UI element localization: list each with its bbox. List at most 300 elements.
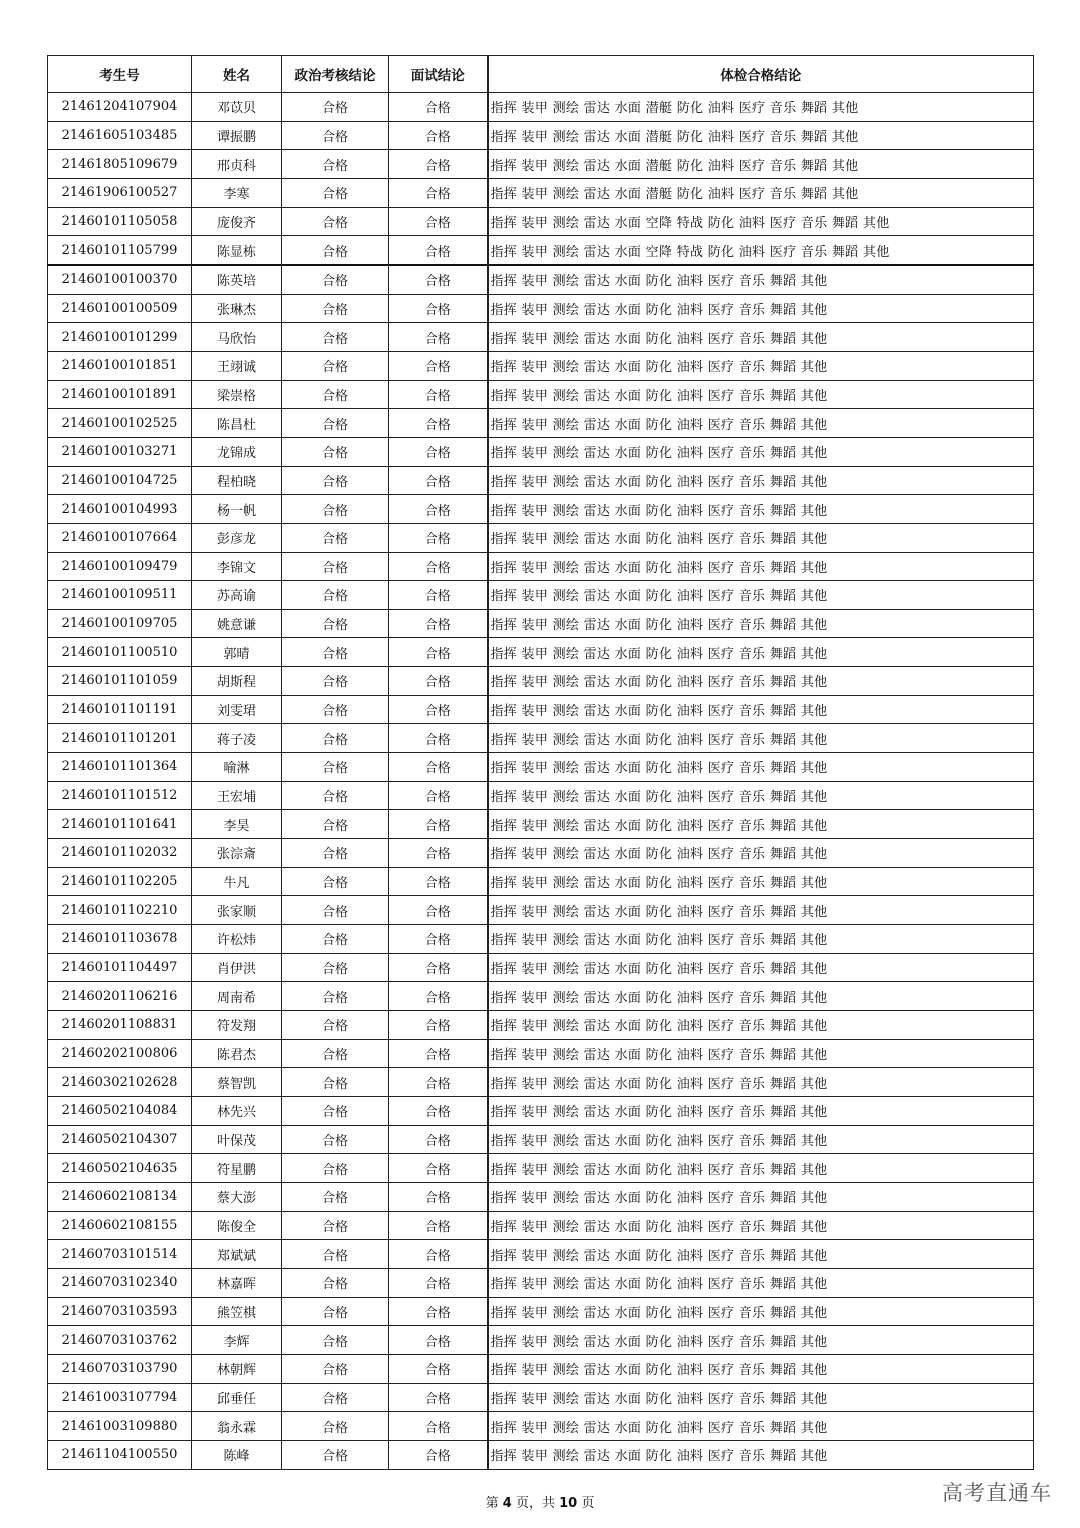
cell-political-review: 合格	[282, 121, 389, 150]
cell-interview: 合格	[389, 695, 488, 724]
header-physical-exam: 体检合格结论	[488, 56, 1034, 93]
cell-physical-exam: 指挥 装甲 测绘 雷达 水面 潜艇 防化 油料 医疗 音乐 舞蹈 其他	[488, 121, 1034, 150]
cell-interview: 合格	[389, 638, 488, 667]
cell-exam-number: 21460502104635	[48, 1154, 192, 1183]
cell-political-review: 合格	[282, 667, 389, 696]
cell-interview: 合格	[389, 437, 488, 466]
cell-political-review: 合格	[282, 753, 389, 782]
cell-political-review: 合格	[282, 1240, 389, 1269]
cell-physical-exam: 指挥 装甲 测绘 雷达 水面 防化 油料 医疗 音乐 舞蹈 其他	[488, 1096, 1034, 1125]
cell-exam-number: 21460101101059	[48, 667, 192, 696]
cell-physical-exam: 指挥 装甲 测绘 雷达 水面 防化 油料 医疗 音乐 舞蹈 其他	[488, 1326, 1034, 1355]
cell-physical-exam: 指挥 装甲 测绘 雷达 水面 防化 油料 医疗 音乐 舞蹈 其他	[488, 1068, 1034, 1097]
table-row	[48, 1211, 1034, 1240]
cell-physical-exam: 指挥 装甲 测绘 雷达 水面 防化 油料 医疗 音乐 舞蹈 其他	[488, 1182, 1034, 1211]
cell-exam-number: 21460101104497	[48, 953, 192, 982]
table-row	[48, 1440, 1034, 1469]
cell-physical-exam: 指挥 装甲 测绘 雷达 水面 防化 油料 医疗 音乐 舞蹈 其他	[488, 695, 1034, 724]
cell-political-review: 合格	[282, 437, 389, 466]
cell-political-review: 合格	[282, 178, 389, 207]
cell-name: 蔡智凯	[192, 1068, 282, 1097]
table-row	[48, 409, 1034, 438]
cell-name: 邱垂任	[192, 1383, 282, 1412]
cell-physical-exam: 指挥 装甲 测绘 雷达 水面 潜艇 防化 油料 医疗 音乐 舞蹈 其他	[488, 150, 1034, 179]
header-political-review: 政治考核结论	[282, 56, 389, 93]
cell-name: 蒋子凌	[192, 724, 282, 753]
cell-interview: 合格	[389, 294, 488, 323]
table-row	[48, 839, 1034, 868]
cell-physical-exam: 指挥 装甲 测绘 雷达 水面 防化 油料 医疗 音乐 舞蹈 其他	[488, 925, 1034, 954]
cell-exam-number: 21460100101891	[48, 380, 192, 409]
cell-physical-exam: 指挥 装甲 测绘 雷达 水面 防化 油料 医疗 音乐 舞蹈 其他	[488, 294, 1034, 323]
cell-exam-number: 21460101102210	[48, 896, 192, 925]
cell-interview: 合格	[389, 1039, 488, 1068]
cell-political-review: 合格	[282, 925, 389, 954]
header-exam-number: 考生号	[48, 56, 192, 93]
cell-name: 蔡大澎	[192, 1182, 282, 1211]
table-row	[48, 178, 1034, 207]
table-row	[48, 1383, 1034, 1412]
cell-exam-number: 21461204107904	[48, 93, 192, 122]
table-row	[48, 1240, 1034, 1269]
cell-name: 张家顺	[192, 896, 282, 925]
table-header-row	[48, 56, 1034, 93]
table-row	[48, 781, 1034, 810]
table-row	[48, 1268, 1034, 1297]
cell-name: 陈英培	[192, 265, 282, 294]
cell-interview: 合格	[389, 265, 488, 294]
cell-political-review: 合格	[282, 724, 389, 753]
cell-exam-number: 21460100109705	[48, 609, 192, 638]
cell-exam-number: 21460101101201	[48, 724, 192, 753]
cell-physical-exam: 指挥 装甲 测绘 雷达 水面 防化 油料 医疗 音乐 舞蹈 其他	[488, 1383, 1034, 1412]
table-row	[48, 1326, 1034, 1355]
cell-name: 马欣怡	[192, 323, 282, 352]
cell-name: 谭振鹏	[192, 121, 282, 150]
cell-name: 陈俊全	[192, 1211, 282, 1240]
table-row	[48, 1182, 1034, 1211]
watermark-text: 高考直通车	[942, 1481, 1052, 1505]
table-row	[48, 523, 1034, 552]
cell-political-review: 合格	[282, 495, 389, 524]
cell-name: 杨一帆	[192, 495, 282, 524]
cell-interview: 合格	[389, 1011, 488, 1040]
cell-interview: 合格	[389, 753, 488, 782]
cell-exam-number: 21461003107794	[48, 1383, 192, 1412]
cell-interview: 合格	[389, 1211, 488, 1240]
cell-interview: 合格	[389, 323, 488, 352]
cell-exam-number: 21461104100550	[48, 1440, 192, 1469]
table-row	[48, 150, 1034, 179]
cell-exam-number: 21460100107664	[48, 523, 192, 552]
cell-exam-number: 21460201106216	[48, 982, 192, 1011]
table-row	[48, 1068, 1034, 1097]
cell-physical-exam: 指挥 装甲 测绘 雷达 水面 防化 油料 医疗 音乐 舞蹈 其他	[488, 1011, 1034, 1040]
table-row	[48, 695, 1034, 724]
cell-name: 刘雯珺	[192, 695, 282, 724]
cell-political-review: 合格	[282, 581, 389, 610]
cell-interview: 合格	[389, 552, 488, 581]
cell-exam-number: 21460502104084	[48, 1096, 192, 1125]
cell-physical-exam: 指挥 装甲 测绘 雷达 水面 防化 油料 医疗 音乐 舞蹈 其他	[488, 351, 1034, 380]
cell-physical-exam: 指挥 装甲 测绘 雷达 水面 防化 油料 医疗 音乐 舞蹈 其他	[488, 609, 1034, 638]
cell-interview: 合格	[389, 609, 488, 638]
footer-prefix: 第	[485, 1496, 503, 1511]
cell-physical-exam: 指挥 装甲 测绘 雷达 水面 防化 油料 医疗 音乐 舞蹈 其他	[488, 1154, 1034, 1183]
table-row	[48, 810, 1034, 839]
cell-physical-exam: 指挥 装甲 测绘 雷达 水面 防化 油料 医疗 音乐 舞蹈 其他	[488, 667, 1034, 696]
table-row	[48, 294, 1034, 323]
table-row	[48, 753, 1034, 782]
cell-name: 李辉	[192, 1326, 282, 1355]
cell-interview: 合格	[389, 724, 488, 753]
table-row	[48, 1039, 1034, 1068]
table-row	[48, 1154, 1034, 1183]
table-row	[48, 1412, 1034, 1441]
cell-interview: 合格	[389, 409, 488, 438]
cell-political-review: 合格	[282, 1011, 389, 1040]
cell-exam-number: 21460602108134	[48, 1182, 192, 1211]
cell-name: 姚意谦	[192, 609, 282, 638]
cell-exam-number: 21460602108155	[48, 1211, 192, 1240]
cell-physical-exam: 指挥 装甲 测绘 雷达 水面 防化 油料 医疗 音乐 舞蹈 其他	[488, 1412, 1034, 1441]
cell-interview: 合格	[389, 495, 488, 524]
table-row	[48, 1125, 1034, 1154]
cell-physical-exam: 指挥 装甲 测绘 雷达 水面 防化 油料 医疗 音乐 舞蹈 其他	[488, 1297, 1034, 1326]
cell-interview: 合格	[389, 1354, 488, 1383]
cell-exam-number: 21460101100510	[48, 638, 192, 667]
cell-interview: 合格	[389, 667, 488, 696]
table-row	[48, 265, 1034, 294]
cell-exam-number: 21460100101299	[48, 323, 192, 352]
cell-political-review: 合格	[282, 93, 389, 122]
cell-political-review: 合格	[282, 1383, 389, 1412]
cell-name: 郑斌斌	[192, 1240, 282, 1269]
cell-political-review: 合格	[282, 1154, 389, 1183]
cell-physical-exam: 指挥 装甲 测绘 雷达 水面 防化 油料 医疗 音乐 舞蹈 其他	[488, 1354, 1034, 1383]
cell-physical-exam: 指挥 装甲 测绘 雷达 水面 防化 油料 医疗 音乐 舞蹈 其他	[488, 1440, 1034, 1469]
cell-political-review: 合格	[282, 1412, 389, 1441]
cell-exam-number: 21460703103790	[48, 1354, 192, 1383]
cell-name: 王翊诚	[192, 351, 282, 380]
cell-physical-exam: 指挥 装甲 测绘 雷达 水面 潜艇 防化 油料 医疗 音乐 舞蹈 其他	[488, 93, 1034, 122]
cell-political-review: 合格	[282, 409, 389, 438]
cell-exam-number: 21460302102628	[48, 1068, 192, 1097]
cell-exam-number: 21460101101191	[48, 695, 192, 724]
cell-exam-number: 21461906100527	[48, 178, 192, 207]
cell-interview: 合格	[389, 380, 488, 409]
cell-physical-exam: 指挥 装甲 测绘 雷达 水面 防化 油料 医疗 音乐 舞蹈 其他	[488, 265, 1034, 294]
cell-interview: 合格	[389, 1440, 488, 1469]
cell-exam-number: 21460100104725	[48, 466, 192, 495]
cell-exam-number: 21461805109679	[48, 150, 192, 179]
cell-exam-number: 21460101101512	[48, 781, 192, 810]
cell-name: 李昊	[192, 810, 282, 839]
cell-physical-exam: 指挥 装甲 测绘 雷达 水面 防化 油料 医疗 音乐 舞蹈 其他	[488, 867, 1034, 896]
table-row	[48, 953, 1034, 982]
cell-political-review: 合格	[282, 1326, 389, 1355]
cell-political-review: 合格	[282, 1268, 389, 1297]
header-name: 姓名	[192, 56, 282, 93]
cell-name: 庞俊齐	[192, 207, 282, 236]
footer-total-pages: 10	[559, 1496, 578, 1511]
cell-name: 王宏埔	[192, 781, 282, 810]
cell-physical-exam: 指挥 装甲 测绘 雷达 水面 防化 油料 医疗 音乐 舞蹈 其他	[488, 753, 1034, 782]
table-row	[48, 351, 1034, 380]
cell-interview: 合格	[389, 1182, 488, 1211]
cell-political-review: 合格	[282, 638, 389, 667]
cell-political-review: 合格	[282, 1096, 389, 1125]
cell-interview: 合格	[389, 207, 488, 236]
cell-interview: 合格	[389, 839, 488, 868]
cell-physical-exam: 指挥 装甲 测绘 雷达 水面 防化 油料 医疗 音乐 舞蹈 其他	[488, 1039, 1034, 1068]
cell-exam-number: 21460100102525	[48, 409, 192, 438]
table-row	[48, 925, 1034, 954]
cell-political-review: 合格	[282, 1039, 389, 1068]
table-row	[48, 236, 1034, 265]
cell-name: 林嘉晖	[192, 1268, 282, 1297]
cell-political-review: 合格	[282, 323, 389, 352]
cell-name: 邓苡贝	[192, 93, 282, 122]
cell-interview: 合格	[389, 1297, 488, 1326]
cell-name: 龙锦成	[192, 437, 282, 466]
cell-exam-number: 21461605103485	[48, 121, 192, 150]
cell-interview: 合格	[389, 178, 488, 207]
cell-political-review: 合格	[282, 207, 389, 236]
cell-physical-exam: 指挥 装甲 测绘 雷达 水面 防化 油料 医疗 音乐 舞蹈 其他	[488, 1125, 1034, 1154]
results-table	[47, 55, 1034, 1470]
cell-interview: 合格	[389, 867, 488, 896]
cell-name: 陈显栋	[192, 236, 282, 265]
cell-name: 苏高谕	[192, 581, 282, 610]
cell-exam-number: 21460101101641	[48, 810, 192, 839]
cell-exam-number: 21460100100509	[48, 294, 192, 323]
cell-name: 熊笠棋	[192, 1297, 282, 1326]
table-row	[48, 1011, 1034, 1040]
header-interview: 面试结论	[389, 56, 488, 93]
cell-exam-number: 21460703103762	[48, 1326, 192, 1355]
cell-physical-exam: 指挥 装甲 测绘 雷达 水面 防化 油料 医疗 音乐 舞蹈 其他	[488, 437, 1034, 466]
cell-exam-number: 21460101102205	[48, 867, 192, 896]
cell-political-review: 合格	[282, 380, 389, 409]
cell-physical-exam: 指挥 装甲 测绘 雷达 水面 防化 油料 医疗 音乐 舞蹈 其他	[488, 953, 1034, 982]
cell-interview: 合格	[389, 896, 488, 925]
cell-interview: 合格	[389, 523, 488, 552]
cell-physical-exam: 指挥 装甲 测绘 雷达 水面 防化 油料 医疗 音乐 舞蹈 其他	[488, 1240, 1034, 1269]
cell-interview: 合格	[389, 982, 488, 1011]
footer-suffix: 页	[577, 1496, 595, 1511]
cell-name: 陈君杰	[192, 1039, 282, 1068]
cell-interview: 合格	[389, 150, 488, 179]
cell-political-review: 合格	[282, 1125, 389, 1154]
cell-name: 李寒	[192, 178, 282, 207]
table-row	[48, 437, 1034, 466]
cell-political-review: 合格	[282, 1354, 389, 1383]
cell-name: 郭晴	[192, 638, 282, 667]
cell-name: 许松炜	[192, 925, 282, 954]
cell-political-review: 合格	[282, 1182, 389, 1211]
cell-interview: 合格	[389, 1412, 488, 1441]
cell-political-review: 合格	[282, 695, 389, 724]
cell-exam-number: 21460201108831	[48, 1011, 192, 1040]
cell-name: 符发翔	[192, 1011, 282, 1040]
cell-exam-number: 21460703101514	[48, 1240, 192, 1269]
footer-middle: 页，共	[511, 1496, 560, 1511]
cell-name: 彭彦龙	[192, 523, 282, 552]
cell-physical-exam: 指挥 装甲 测绘 雷达 水面 防化 油料 医疗 音乐 舞蹈 其他	[488, 581, 1034, 610]
cell-interview: 合格	[389, 781, 488, 810]
footer-current-page: 4	[502, 1496, 512, 1511]
cell-interview: 合格	[389, 953, 488, 982]
table-row	[48, 867, 1034, 896]
cell-political-review: 合格	[282, 150, 389, 179]
cell-interview: 合格	[389, 121, 488, 150]
cell-interview: 合格	[389, 810, 488, 839]
cell-name: 梁崇格	[192, 380, 282, 409]
cell-physical-exam: 指挥 装甲 测绘 雷达 水面 防化 油料 医疗 音乐 舞蹈 其他	[488, 724, 1034, 753]
table-row	[48, 93, 1034, 122]
cell-physical-exam: 指挥 装甲 测绘 雷达 水面 防化 油料 医疗 音乐 舞蹈 其他	[488, 466, 1034, 495]
table-row	[48, 581, 1034, 610]
cell-political-review: 合格	[282, 1068, 389, 1097]
cell-exam-number: 21460101105799	[48, 236, 192, 265]
cell-interview: 合格	[389, 1068, 488, 1097]
cell-exam-number: 21460502104307	[48, 1125, 192, 1154]
cell-name: 喻淋	[192, 753, 282, 782]
cell-political-review: 合格	[282, 351, 389, 380]
table-row	[48, 638, 1034, 667]
cell-physical-exam: 指挥 装甲 测绘 雷达 水面 防化 油料 医疗 音乐 舞蹈 其他	[488, 495, 1034, 524]
cell-physical-exam: 指挥 装甲 测绘 雷达 水面 防化 油料 医疗 音乐 舞蹈 其他	[488, 1211, 1034, 1240]
cell-political-review: 合格	[282, 839, 389, 868]
cell-exam-number: 21460100104993	[48, 495, 192, 524]
cell-name: 肖伊洪	[192, 953, 282, 982]
cell-name: 张琳杰	[192, 294, 282, 323]
table-row	[48, 466, 1034, 495]
cell-physical-exam: 指挥 装甲 测绘 雷达 水面 防化 油料 医疗 音乐 舞蹈 其他	[488, 982, 1034, 1011]
cell-interview: 合格	[389, 1240, 488, 1269]
cell-political-review: 合格	[282, 781, 389, 810]
table-row	[48, 982, 1034, 1011]
cell-interview: 合格	[389, 1268, 488, 1297]
cell-political-review: 合格	[282, 466, 389, 495]
cell-exam-number: 21460703103593	[48, 1297, 192, 1326]
cell-physical-exam: 指挥 装甲 测绘 雷达 水面 防化 油料 医疗 音乐 舞蹈 其他	[488, 380, 1034, 409]
cell-interview: 合格	[389, 1125, 488, 1154]
cell-physical-exam: 指挥 装甲 测绘 雷达 水面 防化 油料 医疗 音乐 舞蹈 其他	[488, 839, 1034, 868]
table-row	[48, 724, 1034, 753]
cell-name: 周南希	[192, 982, 282, 1011]
cell-physical-exam: 指挥 装甲 测绘 雷达 水面 防化 油料 医疗 音乐 舞蹈 其他	[488, 552, 1034, 581]
cell-political-review: 合格	[282, 867, 389, 896]
cell-name: 翁永霖	[192, 1412, 282, 1441]
cell-interview: 合格	[389, 1096, 488, 1125]
cell-name: 程柏晓	[192, 466, 282, 495]
cell-interview: 合格	[389, 93, 488, 122]
table-body	[48, 93, 1034, 1470]
cell-political-review: 合格	[282, 236, 389, 265]
cell-name: 陈峰	[192, 1440, 282, 1469]
table-row	[48, 667, 1034, 696]
cell-political-review: 合格	[282, 552, 389, 581]
cell-exam-number: 21460100103271	[48, 437, 192, 466]
cell-exam-number: 21460100109511	[48, 581, 192, 610]
cell-political-review: 合格	[282, 1211, 389, 1240]
cell-physical-exam: 指挥 装甲 测绘 雷达 水面 防化 油料 医疗 音乐 舞蹈 其他	[488, 781, 1034, 810]
cell-political-review: 合格	[282, 609, 389, 638]
table-row	[48, 121, 1034, 150]
cell-political-review: 合格	[282, 810, 389, 839]
cell-physical-exam: 指挥 装甲 测绘 雷达 水面 防化 油料 医疗 音乐 舞蹈 其他	[488, 323, 1034, 352]
cell-physical-exam: 指挥 装甲 测绘 雷达 水面 防化 油料 医疗 音乐 舞蹈 其他	[488, 409, 1034, 438]
cell-exam-number: 21460100109479	[48, 552, 192, 581]
cell-physical-exam: 指挥 装甲 测绘 雷达 水面 防化 油料 医疗 音乐 舞蹈 其他	[488, 896, 1034, 925]
table-row	[48, 896, 1034, 925]
table-row	[48, 1297, 1034, 1326]
table-row	[48, 1096, 1034, 1125]
cell-political-review: 合格	[282, 265, 389, 294]
cell-interview: 合格	[389, 466, 488, 495]
table-row	[48, 495, 1034, 524]
cell-exam-number: 21461003109880	[48, 1412, 192, 1441]
cell-political-review: 合格	[282, 1440, 389, 1469]
cell-exam-number: 21460101105058	[48, 207, 192, 236]
cell-exam-number: 21460100101851	[48, 351, 192, 380]
cell-interview: 合格	[389, 1154, 488, 1183]
cell-interview: 合格	[389, 351, 488, 380]
cell-exam-number: 21460100100370	[48, 265, 192, 294]
table-row	[48, 609, 1034, 638]
cell-name: 张淙斎	[192, 839, 282, 868]
cell-physical-exam: 指挥 装甲 测绘 雷达 水面 防化 油料 医疗 音乐 舞蹈 其他	[488, 523, 1034, 552]
table-row	[48, 380, 1034, 409]
cell-name: 陈昌杜	[192, 409, 282, 438]
cell-political-review: 合格	[282, 294, 389, 323]
cell-name: 胡斯程	[192, 667, 282, 696]
table-row	[48, 1354, 1034, 1383]
cell-name: 林朝辉	[192, 1354, 282, 1383]
cell-political-review: 合格	[282, 1297, 389, 1326]
cell-physical-exam: 指挥 装甲 测绘 雷达 水面 防化 油料 医疗 音乐 舞蹈 其他	[488, 638, 1034, 667]
cell-name: 李锦文	[192, 552, 282, 581]
page-footer	[0, 1492, 1080, 1511]
table-row	[48, 207, 1034, 236]
cell-interview: 合格	[389, 925, 488, 954]
cell-political-review: 合格	[282, 896, 389, 925]
cell-physical-exam: 指挥 装甲 测绘 雷达 水面 防化 油料 医疗 音乐 舞蹈 其他	[488, 1268, 1034, 1297]
cell-physical-exam: 指挥 装甲 测绘 雷达 水面 空降 特战 防化 油料 医疗 音乐 舞蹈 其他	[488, 236, 1034, 265]
cell-interview: 合格	[389, 1326, 488, 1355]
cell-exam-number: 21460101101364	[48, 753, 192, 782]
cell-political-review: 合格	[282, 982, 389, 1011]
cell-exam-number: 21460101102032	[48, 839, 192, 868]
cell-exam-number: 21460703102340	[48, 1268, 192, 1297]
table-row	[48, 323, 1034, 352]
cell-political-review: 合格	[282, 523, 389, 552]
cell-interview: 合格	[389, 236, 488, 265]
cell-name: 符星鹏	[192, 1154, 282, 1183]
cell-physical-exam: 指挥 装甲 测绘 雷达 水面 防化 油料 医疗 音乐 舞蹈 其他	[488, 810, 1034, 839]
cell-physical-exam: 指挥 装甲 测绘 雷达 水面 潜艇 防化 油料 医疗 音乐 舞蹈 其他	[488, 178, 1034, 207]
cell-name: 林先兴	[192, 1096, 282, 1125]
table-row	[48, 552, 1034, 581]
cell-exam-number: 21460202100806	[48, 1039, 192, 1068]
cell-exam-number: 21460101103678	[48, 925, 192, 954]
cell-name: 叶保茂	[192, 1125, 282, 1154]
cell-name: 牛凡	[192, 867, 282, 896]
cell-interview: 合格	[389, 1383, 488, 1412]
cell-physical-exam: 指挥 装甲 测绘 雷达 水面 空降 特战 防化 油料 医疗 音乐 舞蹈 其他	[488, 207, 1034, 236]
